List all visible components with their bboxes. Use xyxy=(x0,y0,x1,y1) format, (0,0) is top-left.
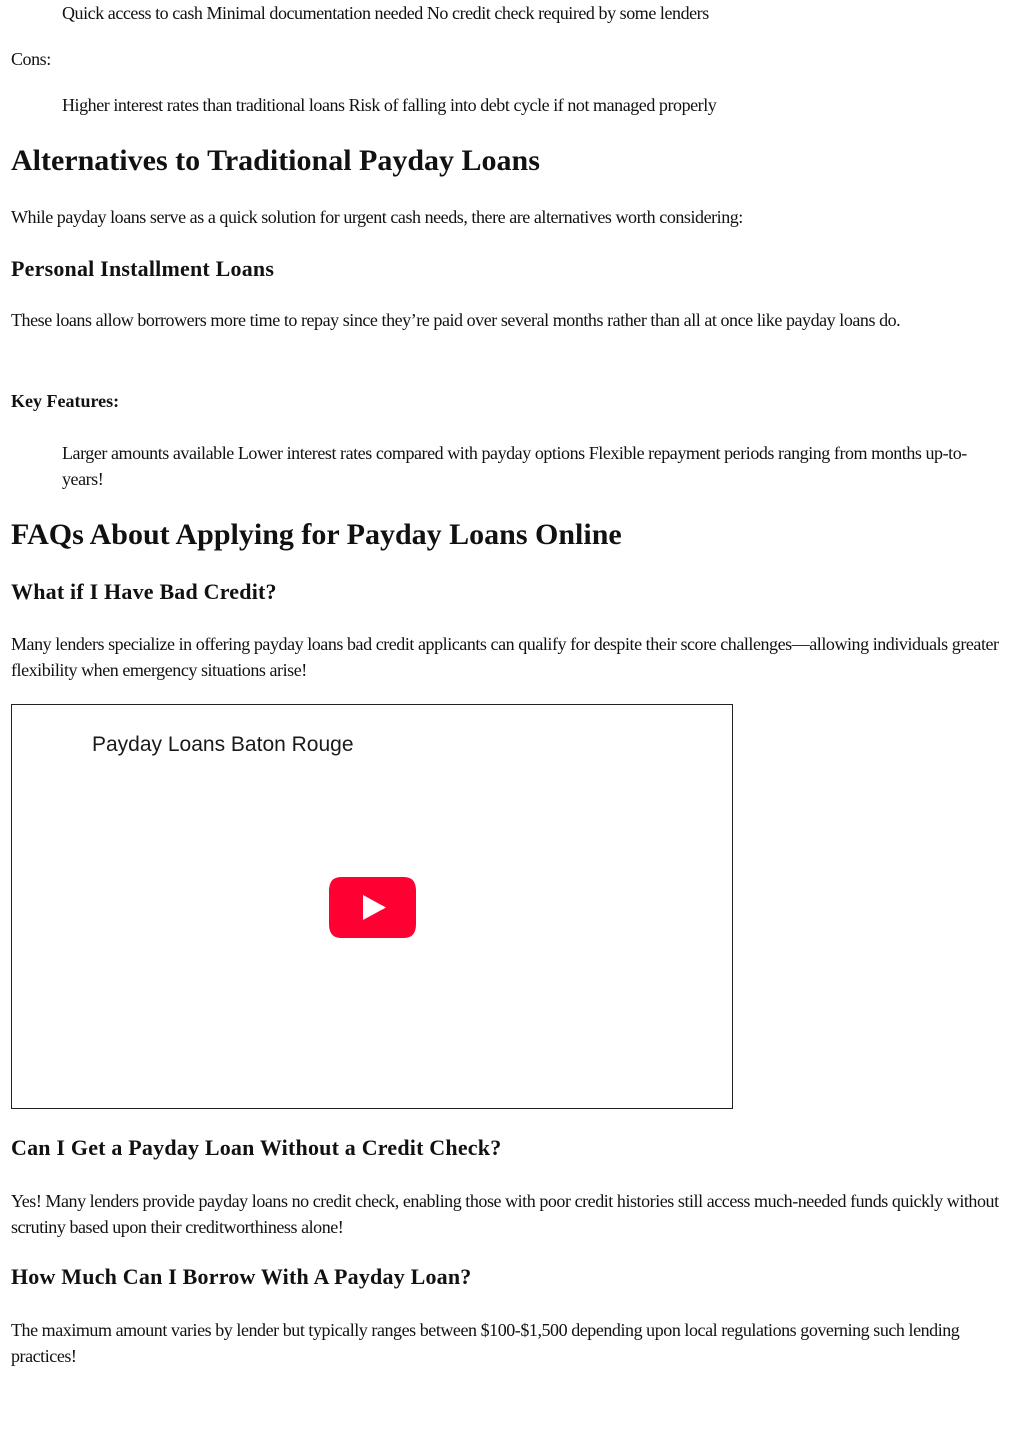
alternatives-heading: Alternatives to Traditional Payday Loans xyxy=(11,144,540,177)
borrow-amount-answer: The maximum amount varies by lender but typically ranges between $100-$1,500 depending upon local regulations governing such lending practices! xyxy=(11,1320,960,1366)
alternatives-intro: While payday loans serve as a quick solution for urgent cash needs, there are alternatives worth considering: xyxy=(11,207,743,227)
installment-loans-heading: Personal Installment Loans xyxy=(11,256,275,281)
faqs-heading: FAQs About Applying for Payday Loans Online xyxy=(11,518,622,551)
installment-loans-body: These loans allow borrowers more time to repay since they’re paid over several months rather than all at once like payday loans do. xyxy=(11,310,901,330)
key-features-label: Key Features: xyxy=(11,391,120,411)
youtube-play-icon[interactable] xyxy=(329,877,416,938)
cons-list-text: Higher interest rates than traditional loans Risk of falling into debt cycle if not managed properly xyxy=(62,95,717,115)
no-credit-check-question: Can I Get a Payday Loan Without a Credit Check? xyxy=(11,1135,502,1160)
no-credit-check-answer: Yes! Many lenders provide payday loans no credit check, enabling those with poor credit histories still access much-needed funds quickly without scrutiny based upon their creditworthiness alone! xyxy=(11,1191,999,1237)
cons-label: Cons: xyxy=(11,49,51,69)
key-features-list-text: Larger amounts available Lower interest rates compared with payday options Flexible repayment periods ranging from months up-to-years! xyxy=(62,443,967,489)
video-title[interactable]: Payday Loans Baton Rouge xyxy=(92,733,354,756)
bad-credit-question: What if I Have Bad Credit? xyxy=(11,579,277,604)
borrow-amount-question: How Much Can I Borrow With A Payday Loan? xyxy=(11,1264,472,1289)
bad-credit-answer: Many lenders specialize in offering payday loans bad credit applicants can qualify for despite their score challenges—allowing individuals greater flexibility when emergency situations arise! xyxy=(11,634,999,680)
pros-list-text: Quick access to cash Minimal documentation needed No credit check required by some lenders xyxy=(62,3,709,23)
video-embed[interactable] xyxy=(11,704,733,1109)
